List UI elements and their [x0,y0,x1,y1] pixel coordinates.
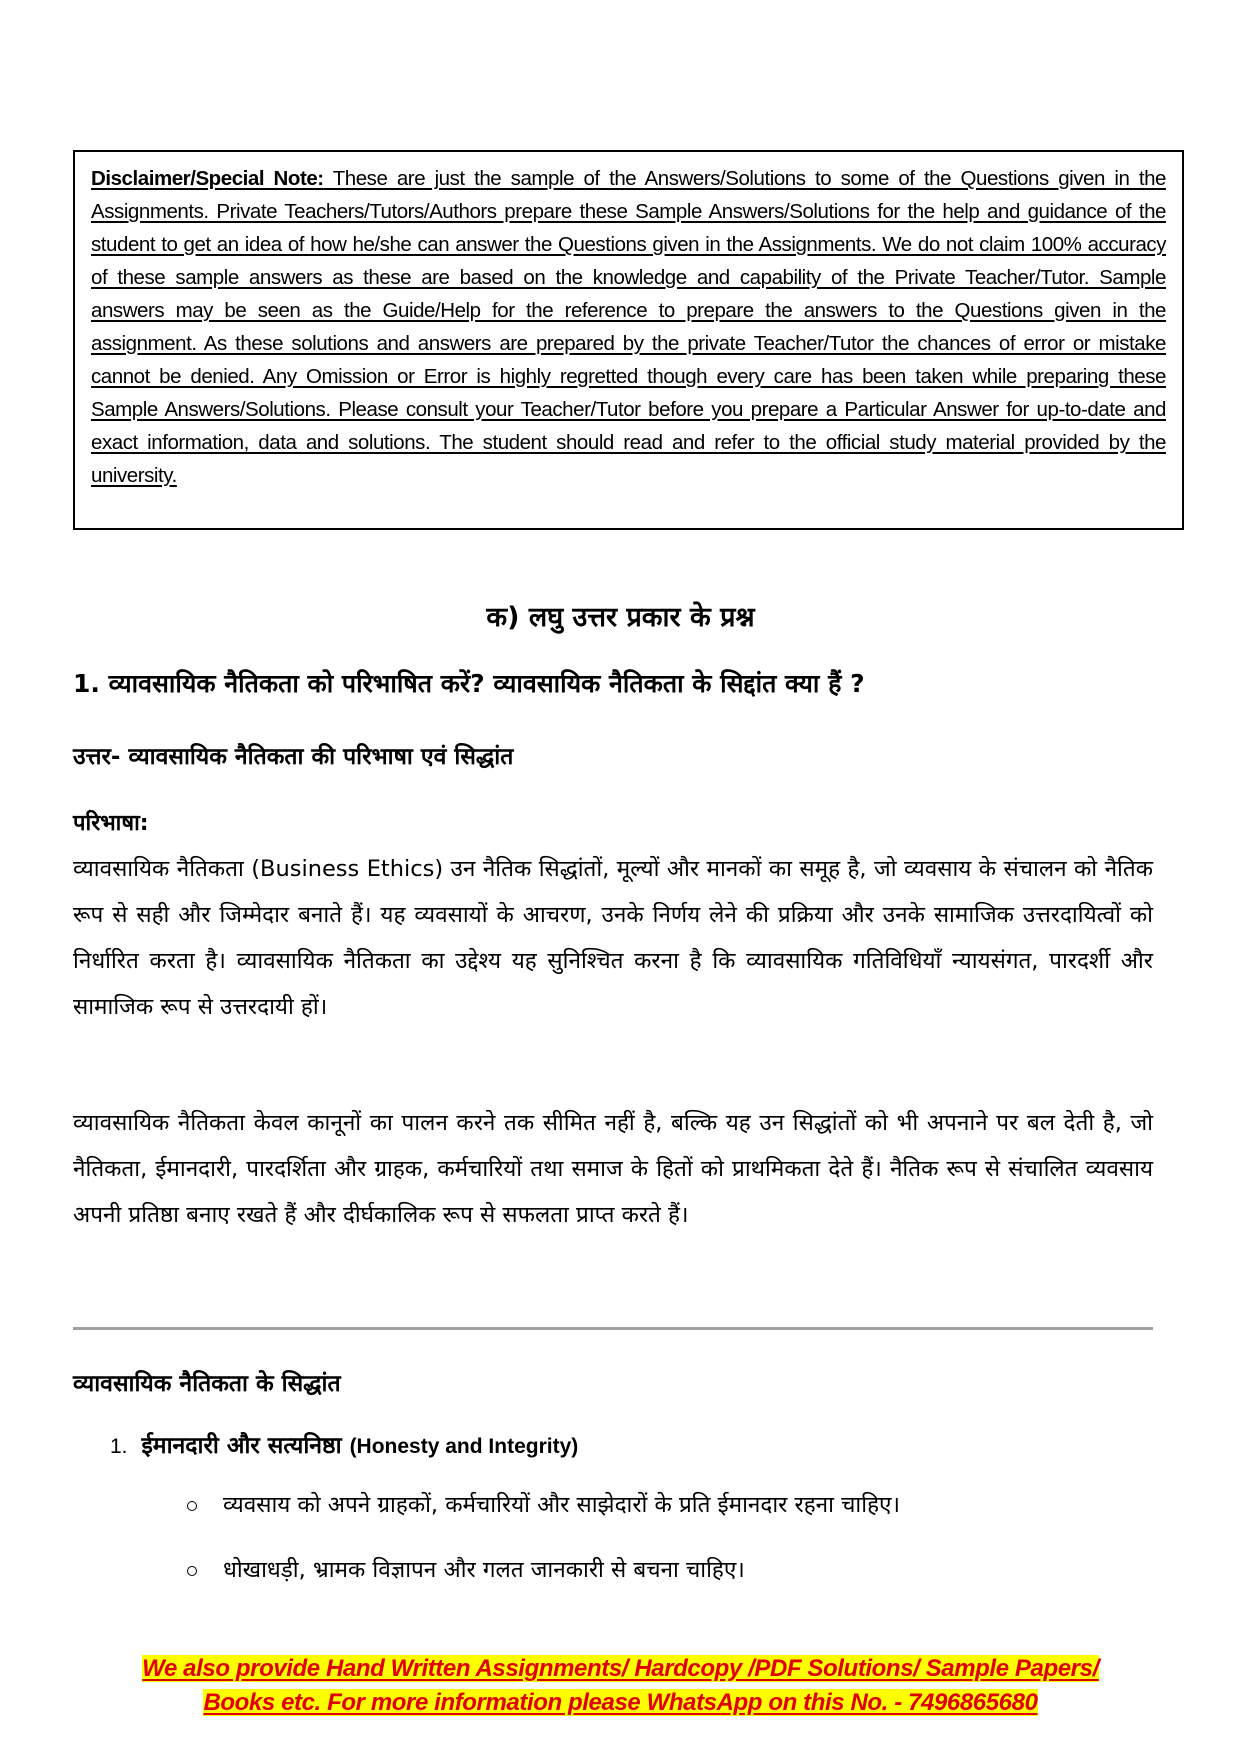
definition-paragraph: व्यावसायिक नैतिकता (Business Ethics) उन नैतिक सिद्धांतों, मूल्यों और मानकों का समूह है, जो व्यवसाय के संचालन को नैतिक रूप से सही और जिम्मेदार बनाते हैं। यह व्यवसायों के आचरण, उनके निर्णय लेने की प्रक्रिया और उनके सामाजिक उत्तरदायित्वों को निर्धारित करता है। व्यावसायिक नैतिकता का उद्देश्य यह सुनिश्चित करना है कि व्यावसायिक गतिविधियाँ न्यायसंगत, पारदर्शी और सामाजिक रूप से उत्तरदायी हों। [73,856,1153,1020]
principle-point-text: व्यवसाय को अपने ग्राहकों, कर्मचारियों और साझेदारों के प्रति ईमानदार रहना चाहिए। [223,1492,900,1518]
disclaimer-label: Disclaimer/Special Note: [91,167,324,190]
promo-line-1: We also provide Hand Written Assignments/ Hardcopy /PDF Solutions/ Sample Papers/ [142,1655,1099,1682]
scope-paragraph: व्यावसायिक नैतिकता केवल कानूनों का पालन करने तक सीमित नहीं है, बल्कि यह उन सिद्धांतों को भी अपनाने पर बल देती है, जो नैतिकता, ईमानदारी, पारदर्शिता और ग्राहक, कर्मचारियों तथा समाज के हितों को प्राथमिकता देते हैं। नैतिक रूप से संचालित व्यवसाय अपनी प्रतिष्ठा बनाए रखते हैं और दीर्घकालिक रूप से सफलता प्राप्त करते हैं। [73,1110,1153,1228]
principles-heading: व्यावसायिक नैतिकता के सिद्धांत [73,1371,341,1397]
principle-number: 1. [110,1435,128,1458]
question-heading: 1. व्यावसायिक नैतिकता को परिभाषित करें? व्यावसायिक नैतिकता के सिद्दांत क्या हैं ? [73,669,865,698]
disclaimer-body: These are just the sample of the Answers/Solutions to some of the Questions given in the Assignments. Private Teachers/Tutors/Authors prepare these Sample Answers/Solutions for the help and guidance of the student to get an idea of how he/she can answer the Questions given in the Assignments. We do not claim 100% accuracy of these sample answers as these are based on the knowledge and capability of the Private Teacher/Tutor. Sample answers may be seen as the Guide/Help for the reference to prepare the answers to the Questions given in the assignment. As these solutions and answers are prepared by the private Teacher/Tutor the chances of error or mistake cannot be denied. Any Omission or Error is highly regretted though every care has been taken while preparing these Sample Answers/Solutions. Please consult your Teacher/Tutor before you prepare a Particular Answer for up-to-date and exact information, data and solutions. The student should read and refer to the official study material provided by the university. [91,167,1166,487]
principle-english-title: (Honesty and Integrity) [349,1435,579,1458]
principle-point [187,1553,745,1584]
answer-heading: उत्तर- व्यावसायिक नैतिकता की परिभाषा एवं सिद्धांत [73,744,514,770]
promo-line-2: Books etc. For more information please WhatsApp on this No. - 7496865680 [203,1689,1038,1716]
hollow-circle-bullet-icon [187,1566,197,1576]
promo-banner [0,1652,1241,1720]
principle-point [187,1488,900,1519]
section-title: क) लघु उत्तर प्रकार के प्रश्न [486,602,755,633]
principle-item [110,1428,578,1460]
definition-label: परिभाषा: [73,811,149,836]
principle-title: ईमानदारी और सत्यनिष्ठा [141,1433,342,1459]
disclaimer-box [73,150,1184,530]
disclaimer-text [91,162,1166,492]
horizontal-divider [73,1327,1153,1330]
principle-point-text: धोखाधड़ी, भ्रामक विज्ञापन और गलत जानकारी से बचना चाहिए। [223,1557,745,1583]
hollow-circle-bullet-icon [187,1501,197,1511]
